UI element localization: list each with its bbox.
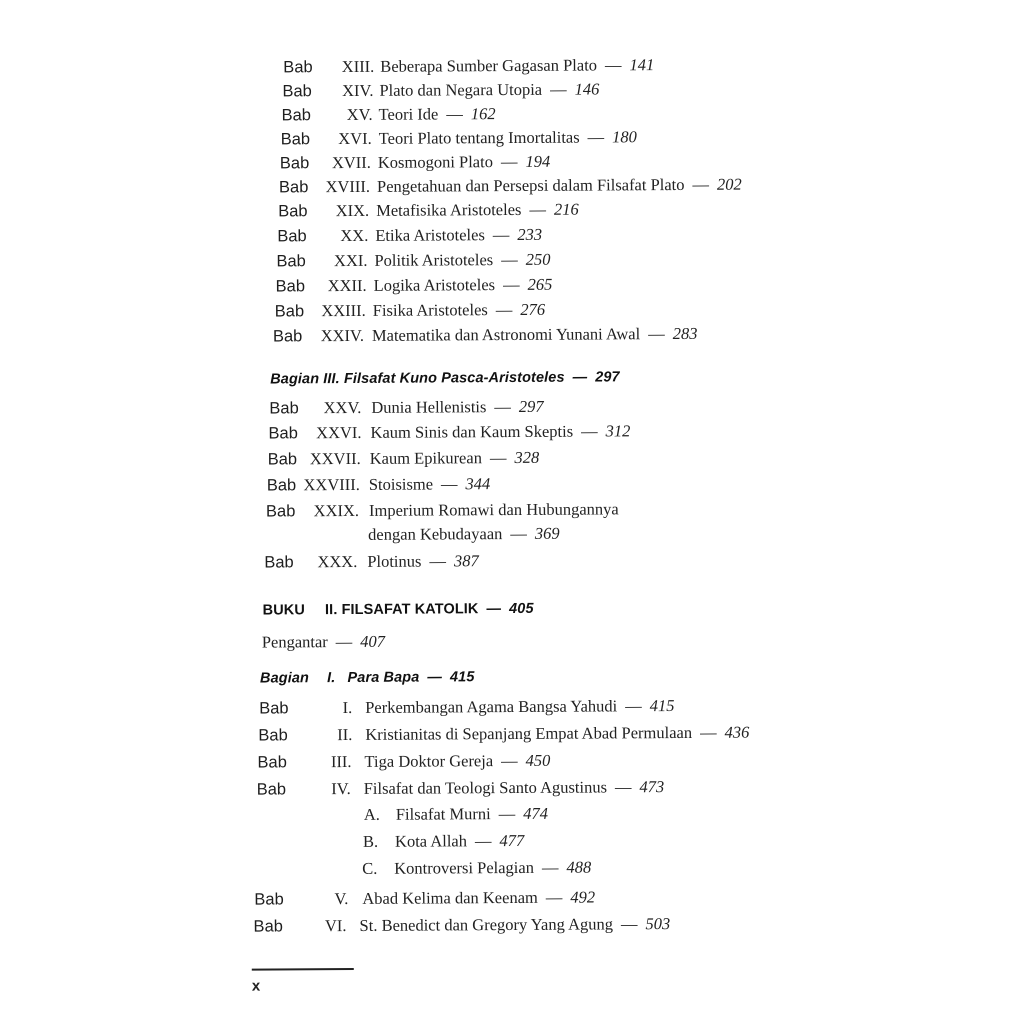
bab-label: Bab [256,780,287,799]
subsection-letter: B. [362,831,379,851]
toc-entry [2,910,1024,940]
chapter-title [374,273,553,298]
dash: — [495,299,513,320]
page-number: 276 [520,299,546,319]
dash: — [541,857,559,877]
chapter-title-text: Stoisisme [368,474,434,494]
section-heading-bagian-3 [270,369,620,387]
page-folio: x [251,977,261,995]
toc-entry [0,469,1024,499]
toc-entry [0,320,1023,350]
toc-entry-continuation [0,519,1024,549]
chapter-title [380,53,654,79]
chapter-title [368,522,560,547]
chapter-title-text: Metafisika Aristoteles [376,199,522,220]
chapter-title-text: Tiga Doktor Gereja [364,751,494,771]
page-number: 492 [570,887,596,907]
chapter-title [372,322,698,348]
chapter-title-text: Plotinus [367,551,422,571]
page-number: 146 [574,79,600,99]
chapter-title-text: Filsafat dan Teologi Santo Agustinus [363,777,608,798]
bab-label: Bab [278,202,308,221]
page-number: 473 [639,777,665,797]
section-title: Para Bapa [347,669,420,687]
dash: — [692,174,710,194]
page-number: 265 [527,274,553,294]
page-number: 141 [629,55,655,75]
chapter-title-text: Kosmogoni Plato [377,152,493,172]
chapter-title [379,77,599,102]
bab-label: Bab [276,252,306,271]
book-number: II. [324,602,338,619]
bab-label: Bab [265,502,296,521]
page-number: 369 [534,523,560,543]
dash: — [494,397,511,417]
chapter-number: II. [337,724,353,745]
toc-entry [1,746,1024,776]
chapter-title [364,775,665,801]
chapter-title [365,721,749,747]
chapter-number: XXIII. [321,300,366,321]
chapter-number: XIV. [342,80,374,101]
bab-label: Bab [274,302,305,321]
bab-label: Bab [266,476,297,495]
page-number: 312 [605,421,631,441]
subsection-entry [363,829,524,854]
dash: — [501,750,518,771]
chapter-title-text: Logika Aristoteles [373,275,496,295]
chapter-title [373,298,545,323]
footer-rule [252,968,354,971]
page-number: 405 [509,600,534,618]
dash: — [498,803,516,824]
bab-label: Bab [278,178,309,197]
entry-title [262,630,385,655]
chapter-title [359,912,670,938]
chapter-title-text: Kaum Sinis dan Kaum Skeptis [370,421,574,442]
page-number: 233 [517,224,543,244]
chapter-title [370,419,630,445]
dash: — [545,887,563,907]
chapter-number: XVII. [331,152,371,173]
bab-label: Bab [282,82,312,101]
toc-entry [0,443,1024,473]
dash: — [500,151,518,172]
subsection-title: Kota Allah [394,831,468,851]
dash: — [700,722,717,742]
bab-label: Bab [253,917,283,936]
page-number: 407 [360,631,386,651]
chapter-title-text: Kaum Epikurean [369,448,482,468]
bab-label: Bab [275,277,306,296]
chapter-number: XXII. [327,275,367,296]
bab-label: Bab [269,399,299,418]
toc-entry-pengantar [1,626,1024,656]
page-number: 415 [649,696,675,716]
subsection-title: Kontroversi Pelagian [394,857,534,878]
chapter-title [376,198,579,223]
chapter-title-text: dengan Kebudayaan [368,524,503,544]
dash: — [581,421,598,441]
dash: — [625,696,642,716]
page-number: 503 [645,914,671,934]
dash: — [440,474,458,494]
dash: — [489,448,507,468]
chapter-title-text: Matematika dan Astronomi Yunani Awal [371,324,641,345]
chapter-title-text: St. Benedict dan Gregory Yang Agung [359,914,614,935]
page-number: 194 [525,151,551,171]
dash: — [604,55,622,75]
dash: — [501,249,518,270]
chapter-title-text: Fisika Aristoteles [372,300,488,320]
dash: — [446,104,463,124]
chapter-title [375,223,542,248]
bab-label: Bab [258,726,288,745]
chapter-title-text: Pengetahuan dan Persepsi dalam Filsafat Plato [376,174,685,196]
chapter-title-text: Beberapa Sumber Gagasan Plato [380,55,598,76]
chapter-title [379,125,637,151]
section-heading-bagian-1 [260,669,475,686]
toc-entry [2,773,1024,803]
page-number: 162 [470,104,496,124]
page-number: 450 [525,750,551,770]
bab-label: Bab [257,753,287,772]
bab-label: Bab [272,327,303,346]
page-number: 436 [724,722,750,742]
dash: — [503,274,520,295]
chapter-title [374,248,550,273]
chapter-title [369,472,491,497]
toc-entry [2,883,1024,913]
section-number: I. [327,670,336,687]
page-number: 216 [553,199,579,219]
chapter-number: XXV. [323,397,362,418]
bab-label: Bab [281,106,311,125]
toc-entry [1,719,1024,749]
chapter-title-text: Teori Plato tentang Imortalitas [378,127,580,148]
page-number: 474 [523,803,549,823]
page-number: 180 [612,127,637,147]
page-number: 250 [525,249,551,269]
page-number: 344 [465,474,491,494]
dash: — [620,914,638,934]
page-number: 488 [566,857,592,877]
entry-title-text: Pengantar [261,632,328,652]
page-number: 328 [514,447,540,467]
dash: — [427,669,443,686]
subsection-title: Filsafat Murni [395,804,491,824]
toc-entry [0,546,1024,576]
bab-label: Bab [268,424,298,443]
dash: — [492,225,510,245]
chapter-number: XX. [340,225,369,246]
chapter-title-text: Plato dan Negara Utopia [379,79,543,100]
chapter-number: XV. [346,104,373,125]
chapter-title [378,150,550,175]
bab-label: Bab [279,154,310,173]
subsection-entry [364,802,548,827]
section-label: Bagian [259,670,310,687]
bab-label: Bab [280,130,311,149]
chapter-number: XVIII. [325,176,371,197]
chapter-number: XXVIII. [303,474,360,495]
page-number: 202 [716,174,742,194]
chapter-title [378,102,495,127]
section-label: Bagian III. [270,371,340,388]
chapter-title-text: Etika Aristoteles [375,225,485,245]
page-number: 415 [449,669,475,686]
chapter-number: XXIV. [320,325,364,346]
chapter-title-text: Perkembangan Agama Bangsa Yahudi [365,696,618,717]
page-number: 477 [499,830,525,851]
book-heading [263,601,534,619]
chapter-number: V. [334,889,349,909]
bab-label: Bab [277,227,307,246]
chapter-title [377,173,742,199]
chapter-number: XXVI. [316,422,362,443]
dash: — [510,523,527,544]
dash: — [335,631,353,652]
chapter-title-text: Politik Aristoteles [374,250,494,270]
chapter-title: Imperium Romawi dan Hubungannya [368,499,619,520]
chapter-title [367,549,479,574]
dash: — [474,831,492,851]
dash: — [614,777,632,797]
chapter-title [364,749,550,774]
bab-label: Bab [267,450,298,469]
toc-entry [0,417,1024,447]
dash: — [429,551,446,571]
chapter-title-text: Abad Kelima dan Keenam [362,887,538,908]
toc-entry [1,692,1024,722]
chapter-number: III. [330,751,352,772]
chapter-number: I. [342,697,353,718]
chapter-number: VI. [324,916,347,936]
dash: — [648,324,665,344]
bab-label: Bab [283,58,313,77]
chapter-title [362,885,595,910]
section-title: Filsafat Kuno Pasca-Aristoteles [343,369,565,388]
page-number: 283 [672,323,698,344]
bab-label: Bab [254,890,284,909]
chapter-number: IV. [331,778,351,799]
chapter-title-text: Teori Ide [378,104,439,124]
chapter-title [370,446,540,471]
chapter-number: XXX. [317,551,358,572]
chapter-number: XIX. [335,200,370,221]
chapter-title [365,694,674,720]
chapter-title [371,395,543,420]
page-number: 297 [595,369,620,386]
subsection-letter: A. [363,804,380,824]
chapter-number: XIII. [341,56,375,77]
bab-label: Bab [264,553,294,572]
dash: — [572,369,588,386]
subsection-letter: C. [362,858,378,878]
book-title: FILSAFAT KATOLIK [341,601,479,619]
page-number: 297 [518,396,544,416]
dash: — [587,127,605,147]
chapter-title-text: Dunia Hellenistis [371,397,487,417]
dash: — [529,199,546,219]
bab-label: Bab [259,699,289,718]
book-label: BUKU [262,602,305,619]
chapter-number: XXIX. [313,500,360,521]
dash: — [486,601,502,618]
chapter-title-text: Kristianitas di Sepanjang Empat Abad Permulaan [365,722,693,744]
chapter-number: XXI. [333,250,368,271]
chapter-number: XXVII. [309,448,361,469]
dash: — [550,79,567,99]
chapter-number: XVI. [338,128,372,149]
subsection-entry [362,856,591,881]
page-number: 387 [453,551,479,571]
